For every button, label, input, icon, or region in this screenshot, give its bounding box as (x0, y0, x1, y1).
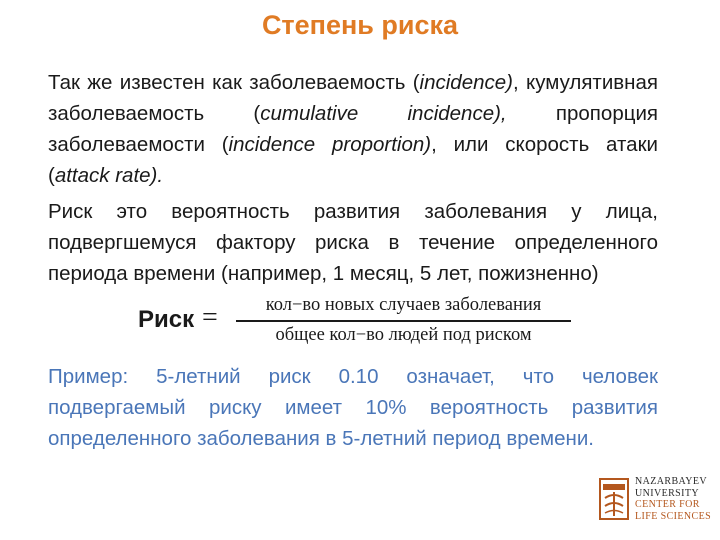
logo-line-center-for: CENTER FOR (635, 499, 700, 510)
fraction-bar (236, 320, 571, 322)
definition-text-1: Так же известен как заболеваемость ( (48, 71, 420, 94)
logo-line-nazarbayev: NAZARBAYEV (635, 476, 707, 487)
formula-numerator: кол−во новых случаев заболевания (265, 295, 542, 315)
example-paragraph: Пример: 5-летний риск 0.10 означает, что человек подвергаемый риску имеет 10% вероятность развития определенного заболевания в 5-летний период времени. (48, 365, 658, 450)
logo-line-university: UNIVERSITY (635, 487, 699, 499)
definition-text-2: , кумулятивная заболеваемость ( (48, 71, 658, 125)
nazarbayev-university-logo (599, 476, 714, 524)
definition-paragraph (48, 67, 658, 191)
definition-text-4: , или скорость атаки ( (48, 133, 658, 187)
risk-formula (0, 290, 720, 358)
term-cumulative-incidence: cumulative incidence), (260, 102, 507, 125)
slide-title: Степень риска (261, 10, 459, 40)
term-incidence: incidence) (419, 71, 513, 94)
university-emblem-icon (599, 478, 629, 520)
formula-lhs: Риск (138, 306, 195, 333)
logo-line-life-sciences: LIFE SCIENCES (635, 510, 712, 522)
term-incidence-proportion: incidence proportion) (228, 133, 432, 156)
formula-equals: = (202, 302, 218, 333)
logo-wordmark (635, 476, 711, 522)
definition-text-3: пропорция заболеваемости ( (48, 102, 659, 156)
formula-denominator: общее кол−во людей под риском (275, 325, 532, 345)
term-attack-rate: attack rate). (54, 164, 164, 187)
risk-definition-paragraph: Риск это вероятность развития заболевания у лица, подвергшемуся фактору риска в течение определенного периода времени (например, 1 месяц, 5 лет, пожизненно) (48, 200, 658, 285)
